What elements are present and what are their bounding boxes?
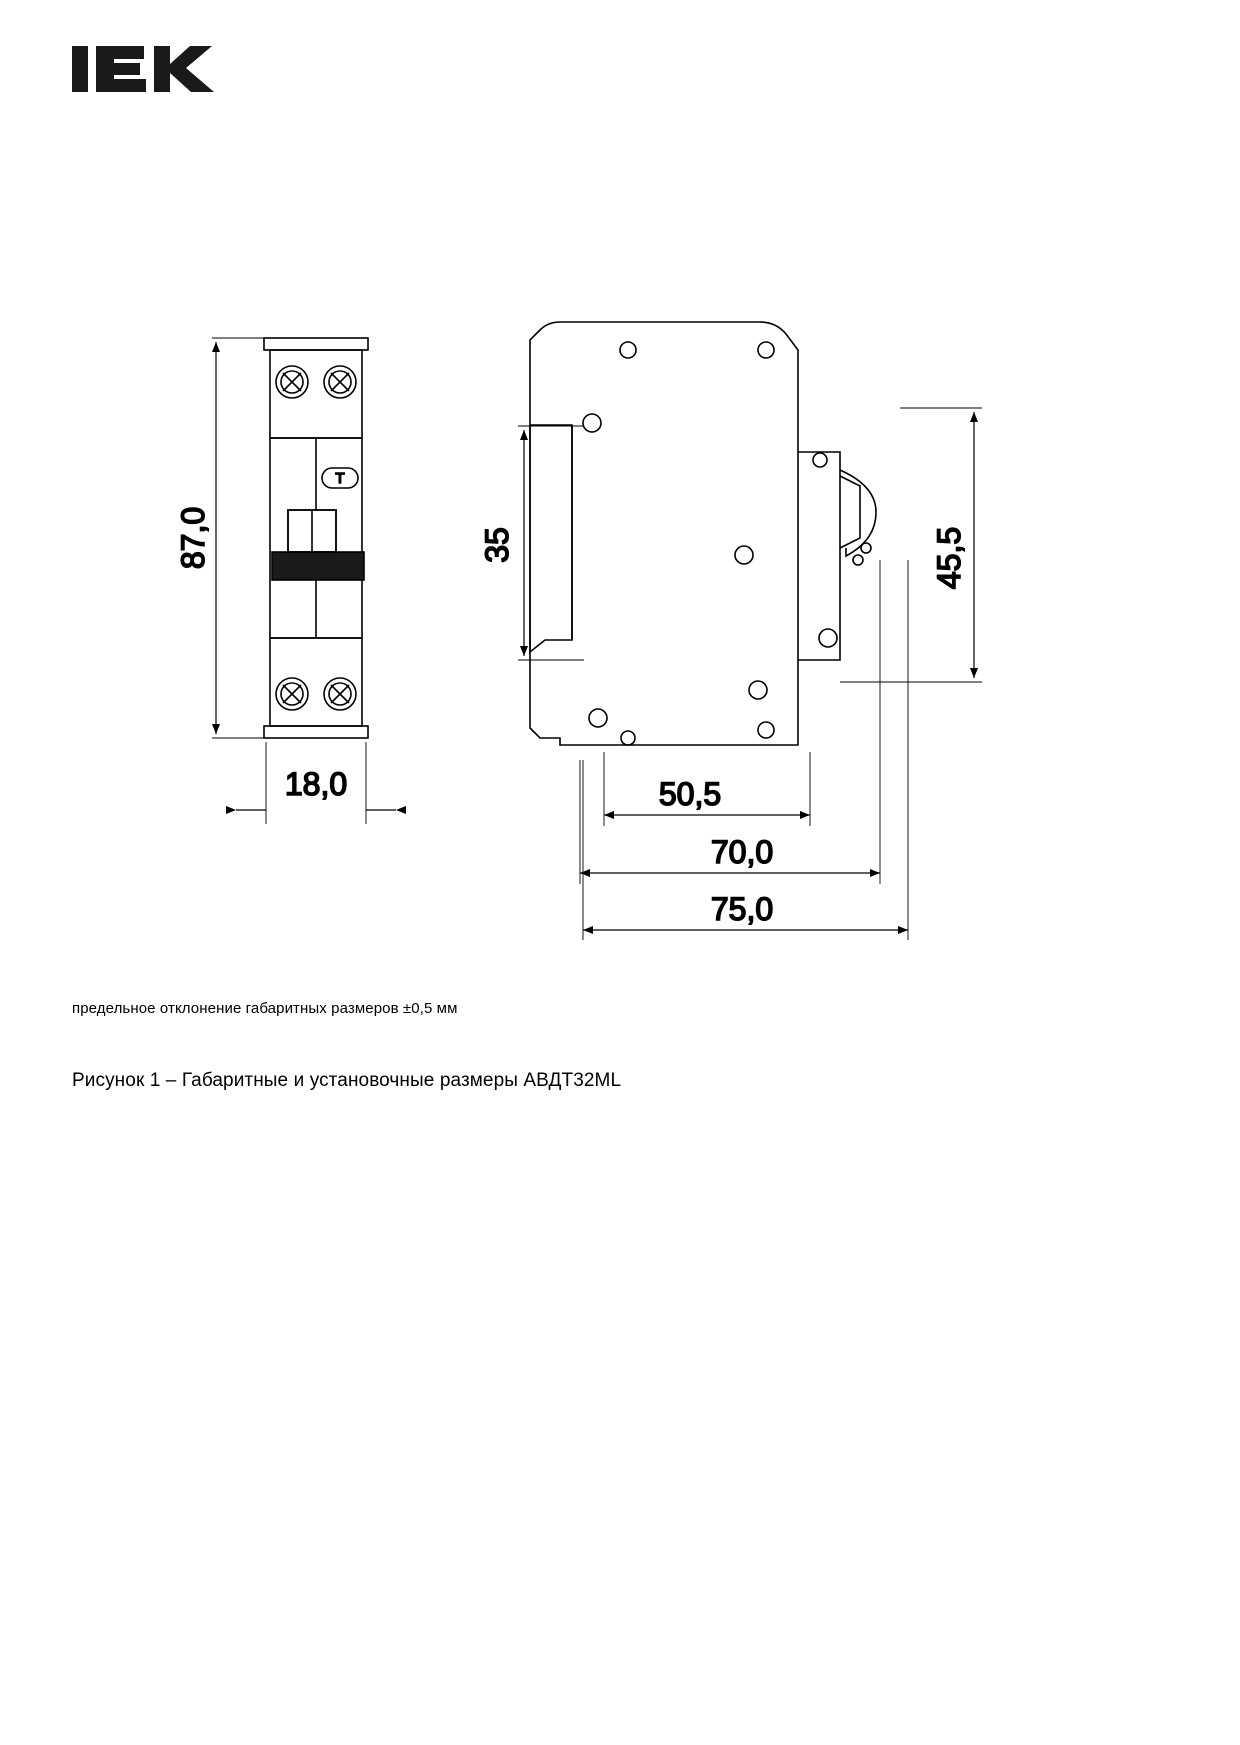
dimension-700-label: 70,0: [710, 834, 774, 870]
dimension-width-label: 18,0: [284, 766, 348, 802]
figure-caption: Рисунок 1 – Габаритные и установочные размеры АВДТ32ML: [72, 1070, 622, 1091]
side-view: [530, 322, 876, 745]
tolerance-note: предельное отклонение габаритных размеров ±0,5 мм: [72, 1000, 458, 1017]
test-button-label: T: [335, 470, 345, 487]
dimension-505-label: 50,5: [658, 776, 722, 812]
dimension-750-label: 75,0: [710, 891, 774, 927]
dimension-455-label: 45,5: [931, 526, 967, 590]
dimension-35-label: 35: [479, 527, 515, 563]
dimension-height-label: 87,0: [175, 506, 211, 570]
